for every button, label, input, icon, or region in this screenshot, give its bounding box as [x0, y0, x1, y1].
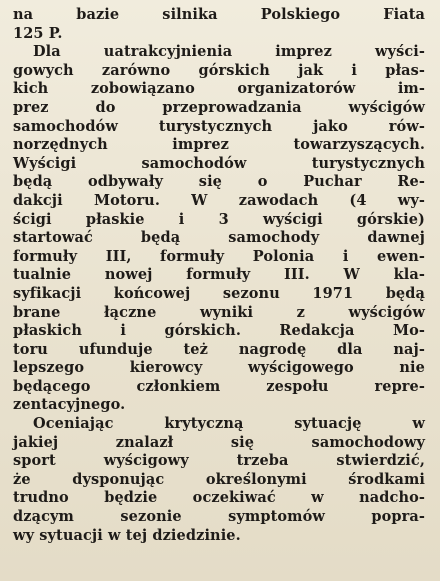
- text-line: brane łączne wyniki z wyścigów: [13, 303, 425, 321]
- text-line: kich zobowiązano organizatorów im-: [13, 80, 425, 98]
- text-line: gowych zarówno górskich jak i płas-: [13, 61, 425, 79]
- text-line: wy sytuacji w tej dziedzinie.: [13, 526, 241, 544]
- text-line: Dla uatrakcyjnienia imprez wyści-: [33, 43, 425, 61]
- text-line: trudno będzie oczekiwać w nadcho-: [13, 489, 425, 507]
- text-line: startować będą samochody dawnej: [13, 229, 425, 247]
- text-line: syfikacji końcowej sezonu 1971 będą: [13, 284, 425, 302]
- text-line: norzędnych imprez towarzyszących.: [13, 136, 425, 154]
- text-line: lepszego kierowcy wyścigowego nie: [13, 359, 425, 377]
- text-line: sport wyścigowy trzeba stwierdzić,: [13, 452, 425, 470]
- paragraph-3: [13, 415, 425, 545]
- text-line: toru ufunduje też nagrodę dla naj-: [13, 340, 425, 358]
- text-line: jakiej znalazł się samochodowy: [13, 433, 425, 451]
- text-line: Oceniając krytyczną sytuację w: [33, 415, 425, 433]
- article-text: [13, 6, 425, 545]
- paragraph-1: [13, 6, 425, 43]
- text-line: będącego członkiem zespołu repre-: [13, 377, 425, 395]
- text-line: dzącym sezonie symptomów popra-: [13, 508, 425, 526]
- text-line: płaskich i górskich. Redakcja Mo-: [13, 322, 425, 340]
- text-line: formuły III, formuły Polonia i ewen-: [13, 247, 425, 265]
- text-line: Wyścigi samochodów turystycznych: [13, 154, 425, 172]
- text-line: zentacyjnego.: [13, 396, 126, 414]
- text-line: ścigi płaskie i 3 wyścigi górskie): [13, 210, 425, 228]
- text-line: na bazie silnika Polskiego Fiata: [13, 6, 425, 23]
- text-line: prez do przeprowadzania wyścigów: [13, 98, 425, 116]
- text-line: 125 P.: [13, 24, 63, 42]
- text-line: że dysponując określonymi środkami: [13, 470, 425, 488]
- text-line: będą odbywały się o Puchar Re-: [13, 173, 425, 191]
- text-line: dakcji Motoru. W zawodach (4 wy-: [13, 191, 425, 209]
- paragraph-2: [13, 43, 425, 415]
- text-line: tualnie nowej formuły III. W kla-: [13, 266, 425, 284]
- text-line: samochodów turystycznych jako rów-: [13, 117, 425, 135]
